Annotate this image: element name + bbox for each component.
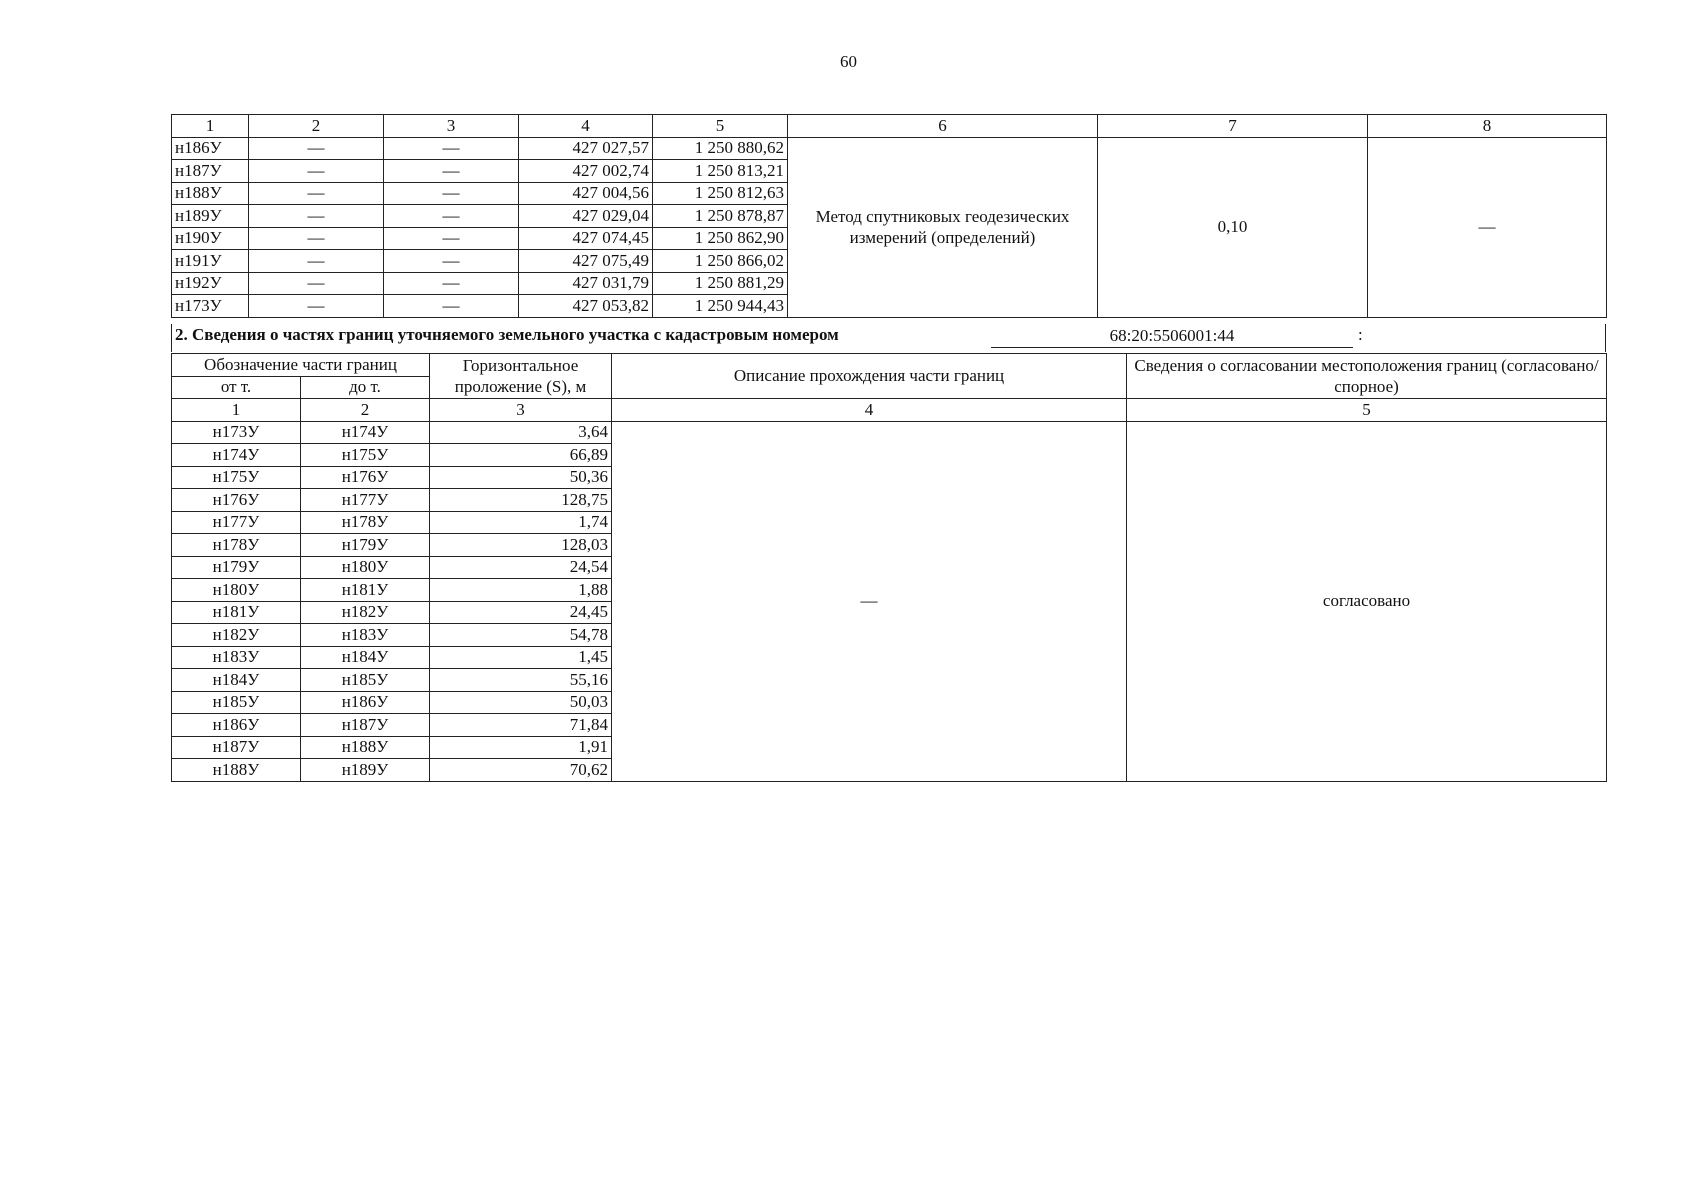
to-point: н185У — [301, 669, 430, 692]
cell-dash: — — [249, 250, 384, 273]
col-number: 1 — [172, 399, 301, 422]
from-point: н184У — [172, 669, 301, 692]
point-name: н192У — [172, 272, 249, 295]
from-point: н174У — [172, 444, 301, 467]
horizontal-distance: 24,54 — [430, 556, 612, 579]
col-header: 7 — [1098, 115, 1368, 138]
cell-dash: — — [249, 205, 384, 228]
header-description: Описание прохождения части границ — [612, 354, 1127, 399]
col-number: 5 — [1127, 399, 1607, 422]
header-agreement: Сведения о согласовании местоположения границ (согласовано/спорное) — [1127, 354, 1607, 399]
col-header: 6 — [788, 115, 1098, 138]
from-point: н181У — [172, 601, 301, 624]
cell-dash: — — [384, 205, 519, 228]
col8-cell: — — [1368, 137, 1607, 317]
col-number: 3 — [430, 399, 612, 422]
to-point: н181У — [301, 579, 430, 602]
coord-x: 427 075,49 — [519, 250, 653, 273]
horizontal-distance: 3,64 — [430, 421, 612, 444]
cell-dash: — — [384, 182, 519, 205]
colon: : — [1358, 325, 1363, 344]
table-header-row — [172, 115, 1607, 138]
horizontal-distance: 54,78 — [430, 624, 612, 647]
coord-y: 1 250 812,63 — [653, 182, 788, 205]
point-name: н190У — [172, 227, 249, 250]
coord-x: 427 074,45 — [519, 227, 653, 250]
to-point: н174У — [301, 421, 430, 444]
horizontal-distance: 1,88 — [430, 579, 612, 602]
to-point: н186У — [301, 691, 430, 714]
from-point: н173У — [172, 421, 301, 444]
cell-dash: — — [249, 272, 384, 295]
point-name: н188У — [172, 182, 249, 205]
cell-dash: — — [249, 182, 384, 205]
from-point: н179У — [172, 556, 301, 579]
point-name: н173У — [172, 295, 249, 318]
from-point: н188У — [172, 759, 301, 782]
coordinates-table — [171, 114, 1607, 318]
boundary-parts-table — [171, 353, 1607, 782]
from-point: н187У — [172, 736, 301, 759]
horizontal-distance: 55,16 — [430, 669, 612, 692]
to-point: н180У — [301, 556, 430, 579]
cell-dash: — — [249, 160, 384, 183]
col-header: 1 — [172, 115, 249, 138]
cell-dash: — — [249, 227, 384, 250]
horizontal-distance: 66,89 — [430, 444, 612, 467]
to-point: н189У — [301, 759, 430, 782]
description-cell: — — [612, 421, 1127, 781]
table-col-numbers-row — [172, 399, 1607, 422]
coord-x: 427 053,82 — [519, 295, 653, 318]
to-point: н187У — [301, 714, 430, 737]
horizontal-distance: 24,45 — [430, 601, 612, 624]
horizontal-distance: 1,45 — [430, 646, 612, 669]
point-name: н187У — [172, 160, 249, 183]
to-point: н179У — [301, 534, 430, 557]
horizontal-distance: 71,84 — [430, 714, 612, 737]
from-point: н178У — [172, 534, 301, 557]
to-point: н182У — [301, 601, 430, 624]
header-part: Обозначение части границ — [172, 354, 430, 377]
horizontal-distance: 1,91 — [430, 736, 612, 759]
coord-y: 1 250 880,62 — [653, 137, 788, 160]
to-point: н188У — [301, 736, 430, 759]
cell-dash: — — [384, 227, 519, 250]
cadastral-number: 68:20:5506001:44 — [991, 325, 1353, 348]
from-point: н180У — [172, 579, 301, 602]
to-point: н177У — [301, 489, 430, 512]
to-point: н176У — [301, 466, 430, 489]
coord-x: 427 002,74 — [519, 160, 653, 183]
header-horizontal: Горизонтальное проложение (S), м — [430, 354, 612, 399]
coord-y: 1 250 866,02 — [653, 250, 788, 273]
to-point: н184У — [301, 646, 430, 669]
cell-dash: — — [249, 137, 384, 160]
coord-y: 1 250 881,29 — [653, 272, 788, 295]
point-name: н189У — [172, 205, 249, 228]
from-point: н185У — [172, 691, 301, 714]
cell-dash: — — [384, 250, 519, 273]
from-point: н176У — [172, 489, 301, 512]
from-point: н182У — [172, 624, 301, 647]
coord-y: 1 250 862,90 — [653, 227, 788, 250]
cell-dash: — — [384, 160, 519, 183]
col-header: 8 — [1368, 115, 1607, 138]
cell-dash: — — [384, 295, 519, 318]
cell-dash: — — [249, 295, 384, 318]
to-point: н175У — [301, 444, 430, 467]
col-header: 5 — [653, 115, 788, 138]
col-header: 3 — [384, 115, 519, 138]
to-point: н178У — [301, 511, 430, 534]
coord-y: 1 250 813,21 — [653, 160, 788, 183]
coord-x: 427 031,79 — [519, 272, 653, 295]
col-number: 4 — [612, 399, 1127, 422]
cell-dash: — — [384, 272, 519, 295]
method-cell: Метод спутниковых геодезических измерений (определений) — [788, 137, 1098, 317]
horizontal-distance: 128,03 — [430, 534, 612, 557]
coord-x: 427 029,04 — [519, 205, 653, 228]
section-2-title: 2. Сведения о частях границ уточняемого земельного участка с кадастровым номером — [175, 325, 839, 344]
horizontal-distance: 1,74 — [430, 511, 612, 534]
point-name: н186У — [172, 137, 249, 160]
coord-x: 427 027,57 — [519, 137, 653, 160]
header-to: до т. — [301, 376, 430, 399]
from-point: н183У — [172, 646, 301, 669]
from-point: н177У — [172, 511, 301, 534]
horizontal-distance: 50,36 — [430, 466, 612, 489]
from-point: н186У — [172, 714, 301, 737]
col-header: 4 — [519, 115, 653, 138]
agreement-cell: согласовано — [1127, 421, 1607, 781]
horizontal-distance: 128,75 — [430, 489, 612, 512]
accuracy-cell: 0,10 — [1098, 137, 1368, 317]
horizontal-distance: 70,62 — [430, 759, 612, 782]
coord-y: 1 250 944,43 — [653, 295, 788, 318]
point-name: н191У — [172, 250, 249, 273]
coord-x: 427 004,56 — [519, 182, 653, 205]
horizontal-distance: 50,03 — [430, 691, 612, 714]
header-from: от т. — [172, 376, 301, 399]
to-point: н183У — [301, 624, 430, 647]
table-row — [172, 421, 1607, 444]
col-number: 2 — [301, 399, 430, 422]
table-header-row — [172, 354, 1607, 377]
coord-y: 1 250 878,87 — [653, 205, 788, 228]
page-number: 60 — [840, 52, 857, 71]
col-header: 2 — [249, 115, 384, 138]
cell-dash: — — [384, 137, 519, 160]
from-point: н175У — [172, 466, 301, 489]
table-row — [172, 137, 1607, 160]
